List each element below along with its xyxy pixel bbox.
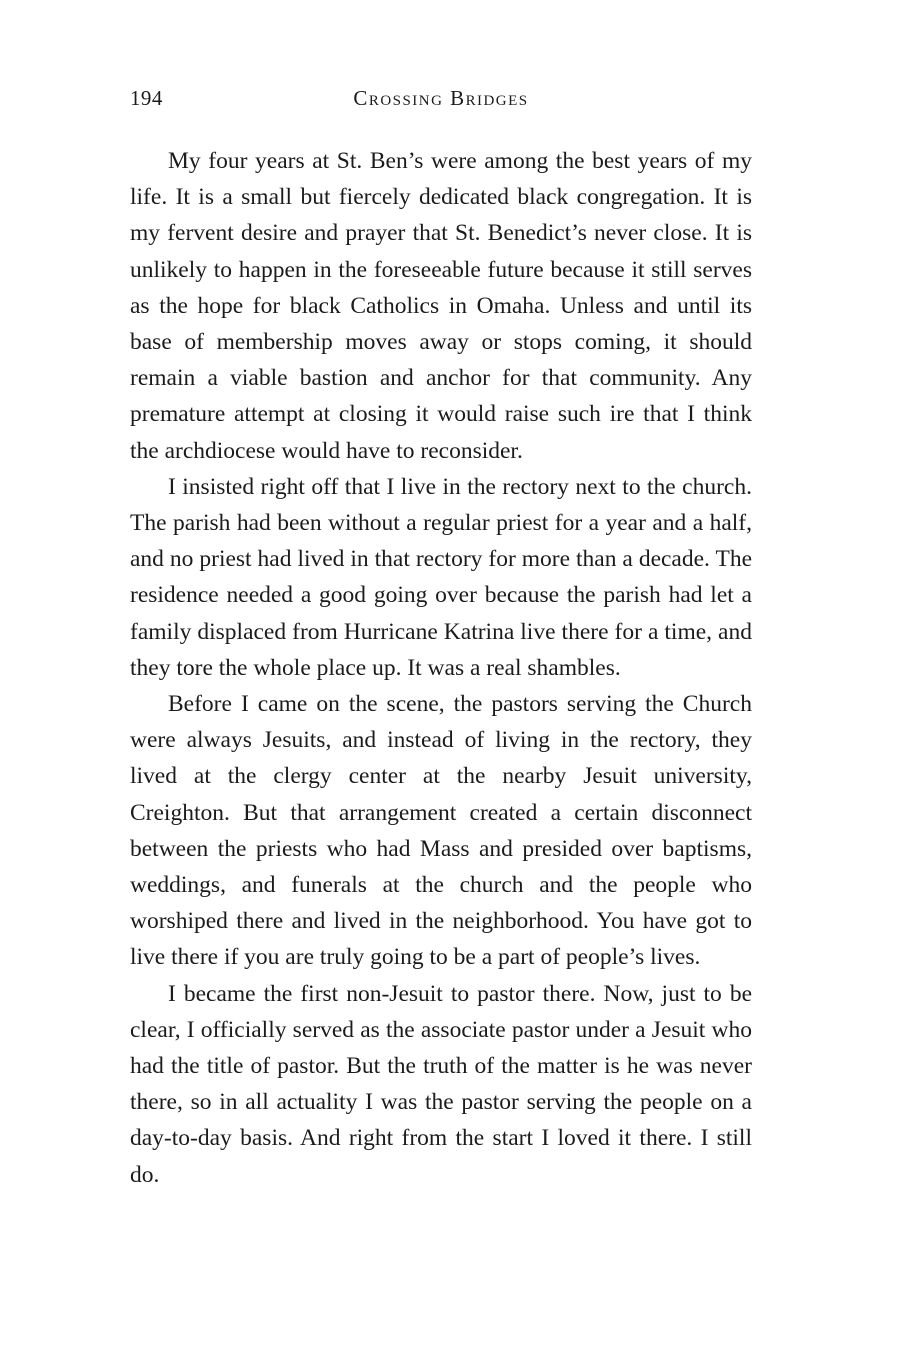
page-number: 194 xyxy=(130,86,163,110)
page-header xyxy=(130,86,752,110)
paragraph-3: Before I came on the scene, the pastors serving the Church were always Jesuits, and instead of living in the rectory, they lived at the clergy center at the nearby Jesuit university, Creighton. But that arrangement created a certain disconnect between the priests who had Mass and presided over baptisms, weddings, and funerals at the church and the people who worshiped there and lived in the neighborhood. You have got to live there if you are truly going to be a part of people’s lives. xyxy=(130,691,752,971)
paragraph-1: My four years at St. Ben’s were among the best years of my life. It is a small but fiercely dedicated black congregation. It is my fervent desire and prayer that St. Benedict’s never close. It is unlikely to happen in the foreseeable future because it still serves as the hope for black Catholics in Omaha. Unless and until its base of membership moves away or stops coming, it should remain a viable bastion and anchor for that community. Any premature attempt at closing it would raise such ire that I think the archdiocese would have to reconsider. xyxy=(130,148,752,464)
paragraph-2: I insisted right off that I live in the rectory next to the church. The parish had been without a regular priest for a year and a half, and no priest had lived in that rectory for more than a decade. The residence needed a good going over because the parish had let a family displaced from Hurricane Katrina live there for a time, and they tore the whole place up. It was a real shambles. xyxy=(130,473,752,681)
running-head: Crossing Bridges xyxy=(353,86,529,110)
paragraph-4: I became the first non-Jesuit to pastor there. Now, just to be clear, I officially served as the associate pastor under a Jesuit who had the title of pastor. But the truth of the matter is he was never there, so in all actuality I was the pastor serving the people on a day-to-day basis. And right from the start I loved it there. I still do. xyxy=(130,980,752,1188)
body-text xyxy=(130,143,752,1193)
